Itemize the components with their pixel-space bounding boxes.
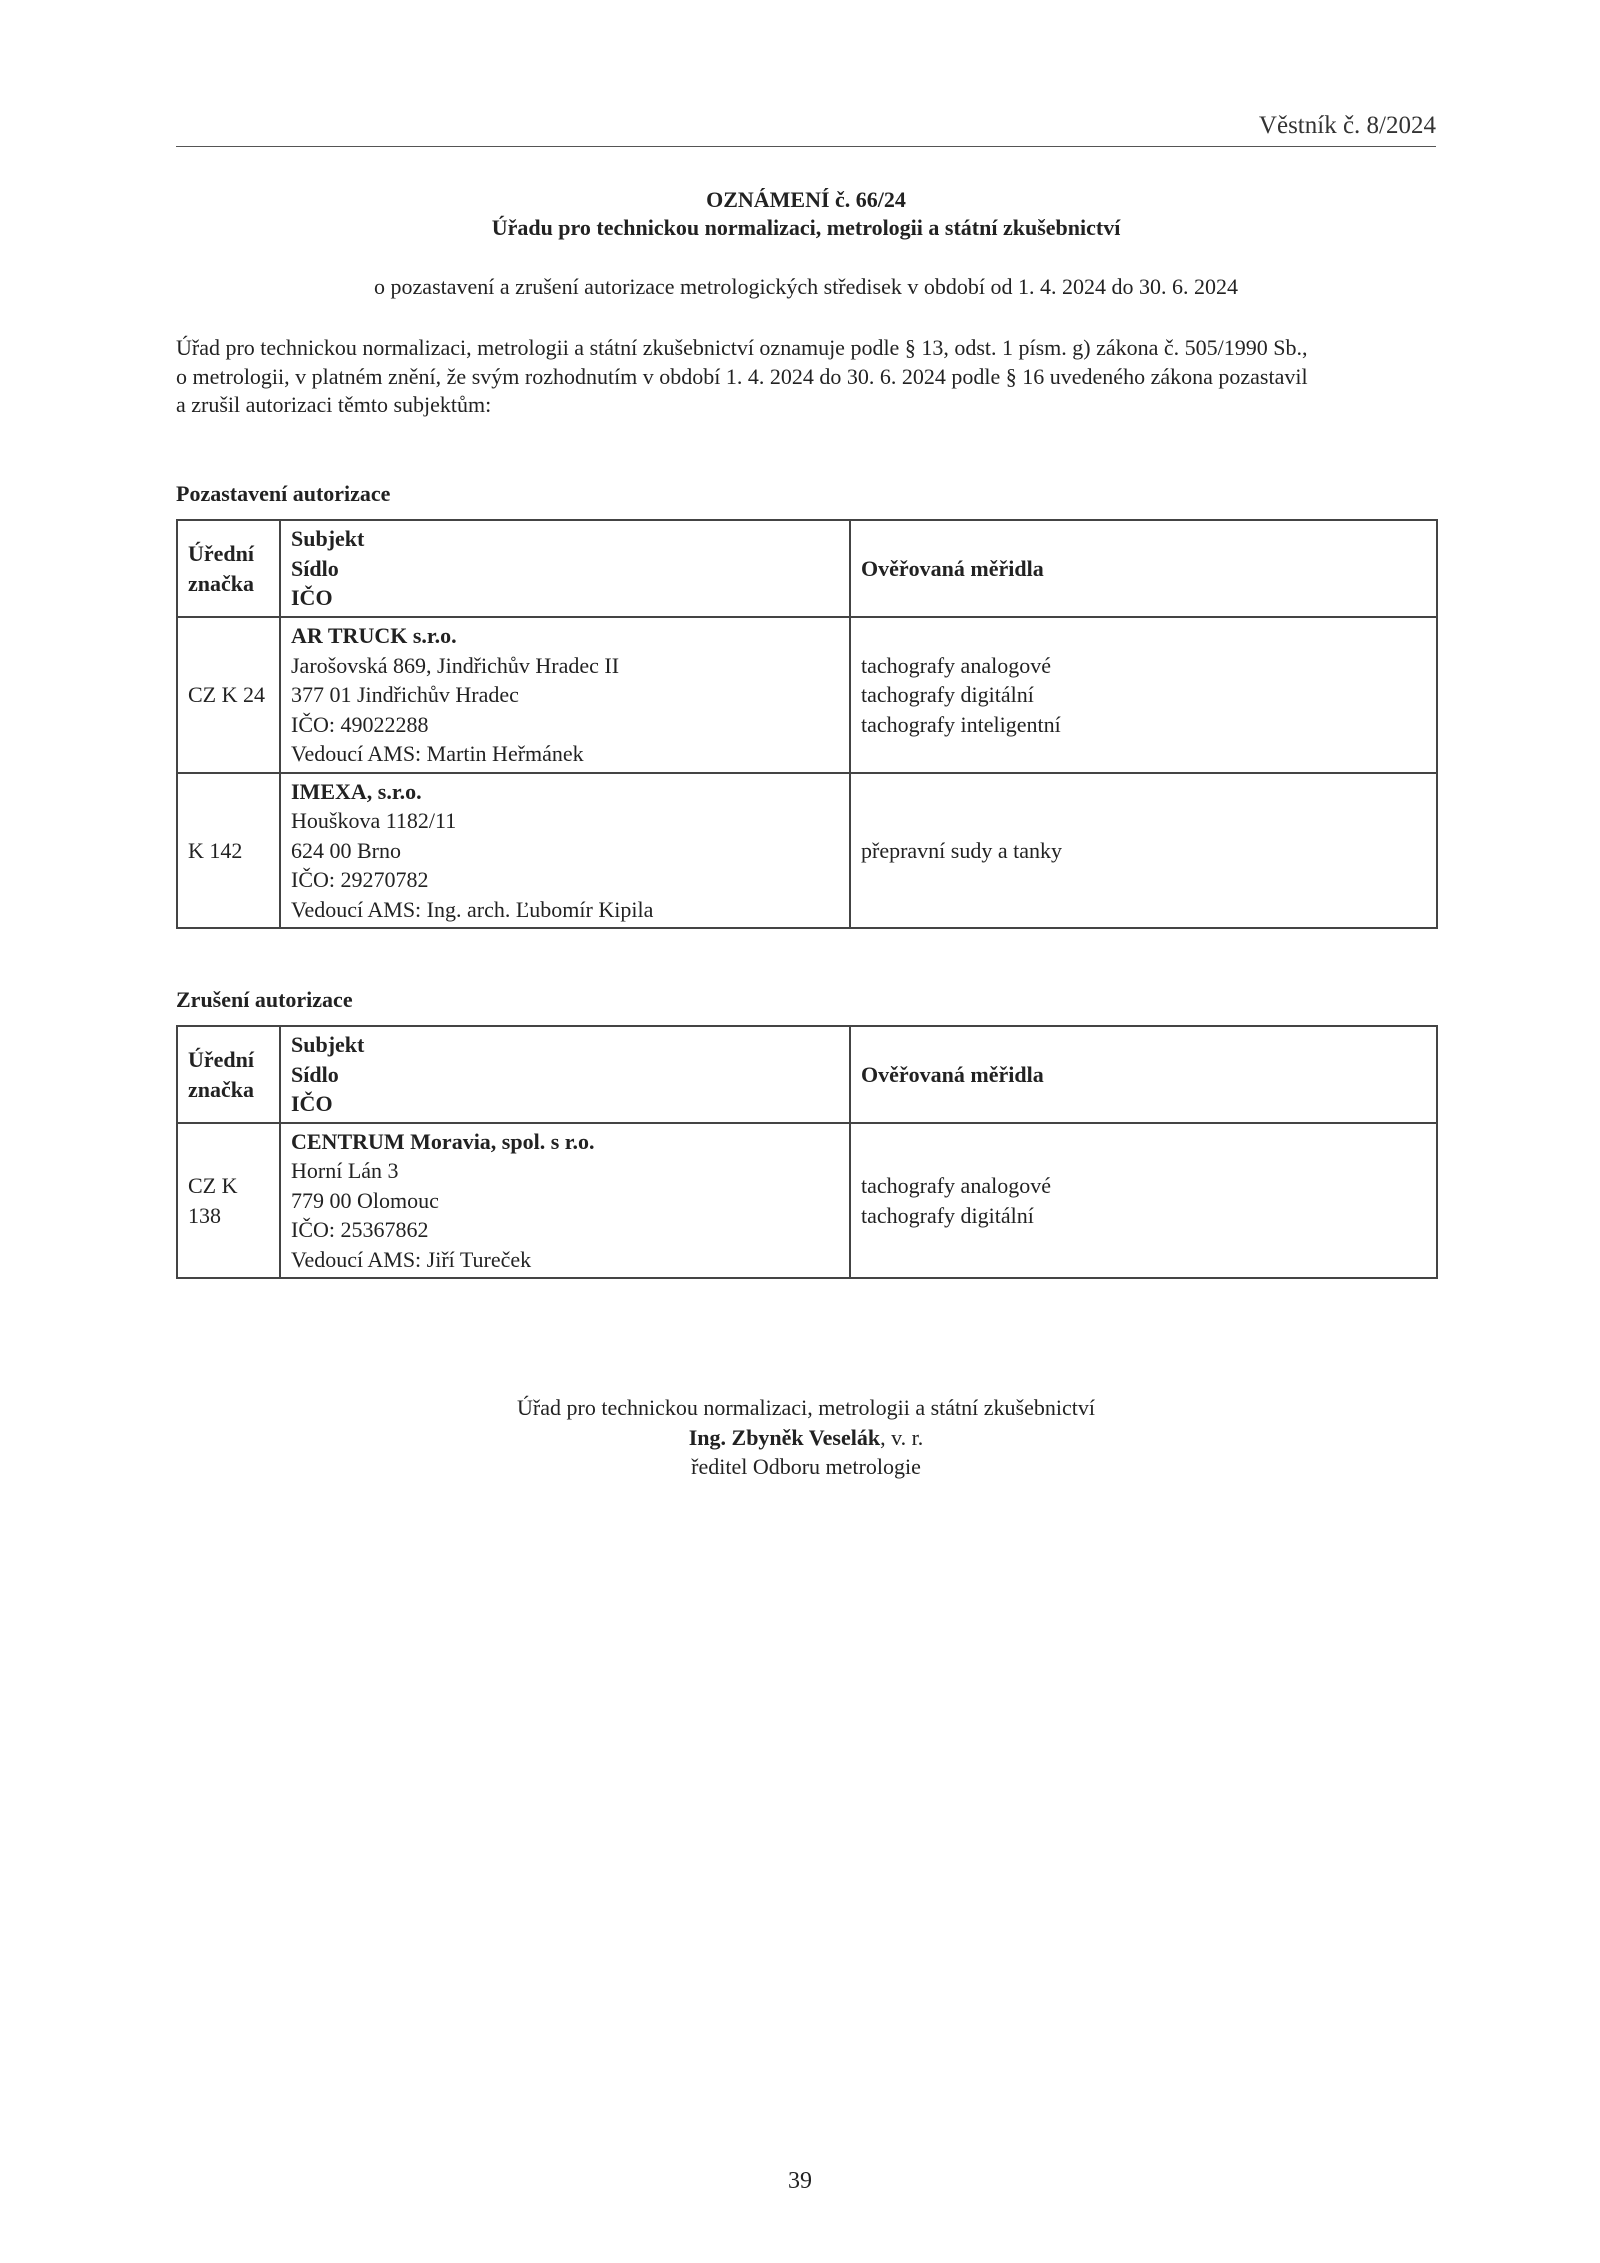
subject-ico: IČO: 49022288: [291, 711, 429, 737]
subject-manager: Vedoucí AMS: Martin Heřmánek: [291, 741, 584, 767]
intro-line: o metrologii, v platném znění, že svým rozhodnutím v období 1. 4. 2024 do 30. 6. 2024 podle § 16 uvedeného zákona pozastavil: [176, 363, 1308, 389]
header-subject: [280, 1026, 850, 1123]
header-subject-line: Sídlo: [291, 555, 339, 581]
intro-line: a zrušil autorizaci těmto subjektům:: [176, 392, 492, 417]
subject-name: IMEXA, s.r.o.: [291, 778, 422, 804]
notice-intro: [176, 334, 1441, 420]
subject-manager: Vedoucí AMS: Ing. arch. Ľubomír Kipila: [291, 896, 654, 922]
suspension-table: [176, 519, 1438, 929]
header-subject-line: IČO: [291, 585, 333, 611]
measure-item: tachografy digitální: [861, 682, 1034, 708]
row-measures: [850, 773, 1437, 928]
header-code: [177, 1026, 280, 1123]
page-number: 39: [788, 2168, 812, 2194]
header-measures: Ověřovaná měřidla: [850, 520, 1437, 617]
header-code-line: značka: [188, 570, 254, 596]
revocation-table: [176, 1025, 1438, 1279]
header-subject-line: Subjekt: [291, 1032, 365, 1058]
row-code: K 142: [177, 773, 280, 928]
subject-ico: IČO: 29270782: [291, 867, 429, 893]
revocation-heading: Zrušení autorizace: [176, 987, 353, 1012]
table-row: [177, 773, 1437, 928]
intro-line: Úřad pro technickou normalizaci, metrologii a státní zkušebnictví oznamuje podle § 13, odst. 1 písm. g) zákona č. 505/1990 Sb.,: [176, 335, 1308, 360]
measure-item: tachografy analogové: [861, 652, 1051, 678]
notice-title: [176, 186, 1436, 242]
table-header-row: [177, 520, 1437, 617]
subject-street: Horní Lán 3: [291, 1158, 399, 1184]
row-subject: [280, 1123, 850, 1278]
notice-subject: o pozastavení a zrušení autorizace metrologických středisek v období od 1. 4. 2024 do 30. 6. 2024: [374, 274, 1238, 299]
measure-item: tachografy analogové: [861, 1173, 1051, 1198]
subject-name: CENTRUM Moravia, spol. s r.o.: [291, 1128, 595, 1154]
row-code-line: CZ K: [188, 1173, 238, 1198]
notice-number: OZNÁMENÍ č. 66/24: [706, 187, 906, 212]
header-subject: [280, 520, 850, 617]
measure-item: přepravní sudy a tanky: [861, 837, 1062, 863]
header-subject-line: Subjekt: [291, 526, 365, 552]
table-row: [177, 1123, 1437, 1278]
table-header-row: [177, 1026, 1437, 1123]
measure-item: tachografy inteligentní: [861, 711, 1061, 737]
row-code: CZ K 24: [177, 617, 280, 773]
row-subject: [280, 773, 850, 928]
header-subject-line: IČO: [291, 1091, 333, 1117]
row-code-line: 138: [188, 1202, 221, 1228]
row-code: [177, 1123, 280, 1278]
header-divider: [176, 146, 1436, 147]
row-measures: [850, 1123, 1437, 1278]
subject-street: Houškova 1182/11: [291, 808, 457, 834]
row-measures: [850, 617, 1437, 773]
subject-manager: Vedoucí AMS: Jiří Tureček: [291, 1246, 532, 1272]
notice-issuer: Úřadu pro technickou normalizaci, metrologii a státní zkušebnictví: [491, 215, 1121, 240]
signature-role: ředitel Odboru metrologie: [691, 1454, 921, 1479]
table-row: [177, 617, 1437, 773]
header-measures: Ověřovaná měřidla: [850, 1026, 1437, 1123]
suspension-heading: Pozastavení autorizace: [176, 481, 391, 506]
subject-city: 377 01 Jindřichův Hradec: [291, 682, 519, 708]
header-subject-line: Sídlo: [291, 1061, 339, 1087]
signature-name: Ing. Zbyněk Veselák: [688, 1424, 881, 1450]
header-code: [177, 520, 280, 617]
subject-city: 779 00 Olomouc: [291, 1187, 439, 1213]
header-code-line: Úřední: [188, 541, 254, 566]
signature-person: [176, 1423, 1436, 1453]
subject-street: Jarošovská 869, Jindřichův Hradec II: [291, 652, 620, 678]
subject-city: 624 00 Brno: [291, 837, 401, 863]
signature-block: [176, 1393, 1436, 1482]
row-subject: [280, 617, 850, 773]
subject-ico: IČO: 25367862: [291, 1217, 429, 1243]
header-code-line: Úřední: [188, 1047, 254, 1072]
signature-office: Úřad pro technickou normalizaci, metrologii a státní zkušebnictví: [517, 1395, 1095, 1420]
subject-name: AR TRUCK s.r.o.: [291, 623, 457, 649]
bulletin-number: Věstník č. 8/2024: [1258, 112, 1436, 139]
measure-item: tachografy digitální: [861, 1202, 1034, 1228]
header-code-line: značka: [188, 1076, 254, 1102]
signature-suffix: , v. r.: [880, 1424, 924, 1450]
